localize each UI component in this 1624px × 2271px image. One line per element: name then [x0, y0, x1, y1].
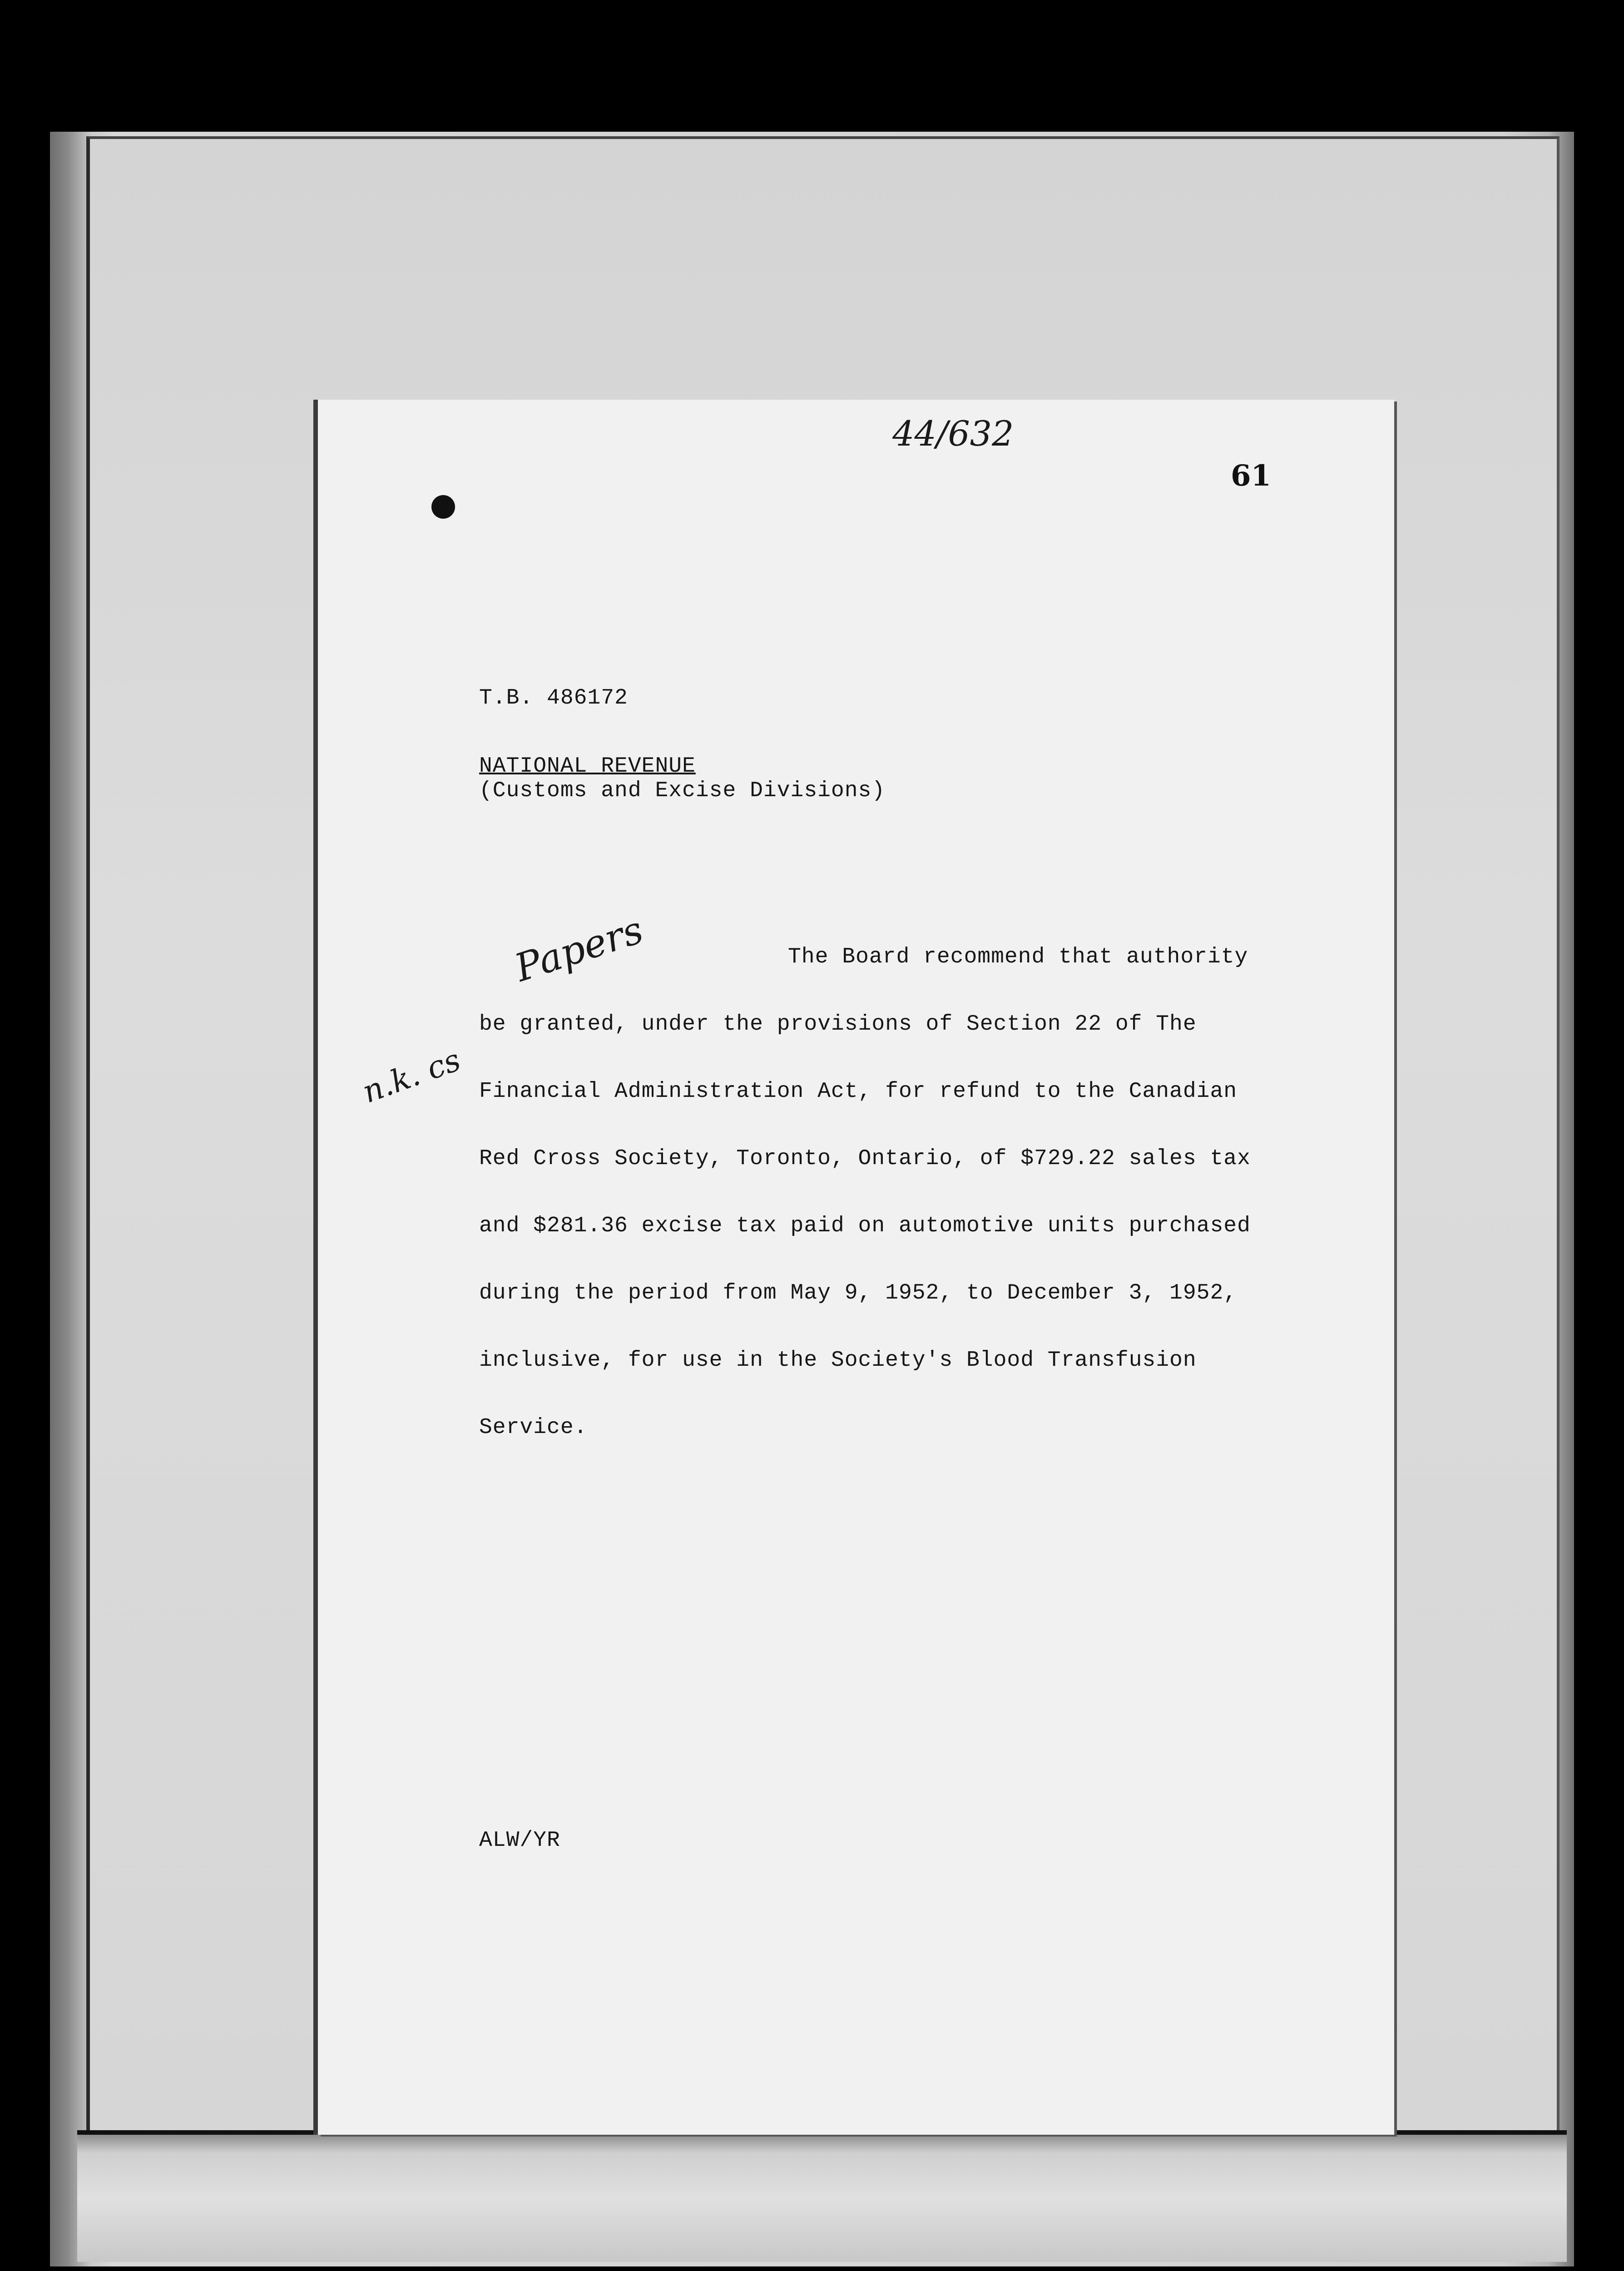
page-number: 61 [1231, 459, 1272, 493]
body-line: Financial Administration Act, for refund to the Canadian [479, 1079, 1238, 1104]
punch-hole [431, 495, 455, 519]
body-line: Red Cross Society, Toronto, Ontario, of $729.22 sales tax [479, 1146, 1251, 1171]
body-line: The Board recommend that authority [788, 945, 1248, 969]
body-line: inclusive, for use in the Society's Blood Transfusion [479, 1348, 1197, 1373]
document-sheet [318, 400, 1394, 2135]
handwritten-margin-note: Papers [509, 907, 649, 991]
division-subheading: (Customs and Excise Divisions) [479, 778, 886, 803]
tb-number: T.B. 486172 [479, 686, 628, 710]
body-line: during the period from May 9, 1952, to December 3, 1952, [479, 1281, 1238, 1305]
body-line: be granted, under the provisions of Section 22 of The [479, 1012, 1197, 1036]
department-heading: NATIONAL REVENUE [479, 754, 696, 778]
handwritten-side-note: n.k. cs [358, 1042, 465, 1111]
body-line: and $281.36 excise tax paid on automotive units purchased [479, 1214, 1251, 1238]
typist-initials: ALW/YR [479, 1828, 560, 1853]
mount-bottom-strip [77, 2130, 1567, 2262]
body-line: Service. [479, 1415, 588, 1440]
recommendation-body [479, 945, 1278, 1483]
handwritten-reference-number: 44/632 [892, 413, 1014, 454]
